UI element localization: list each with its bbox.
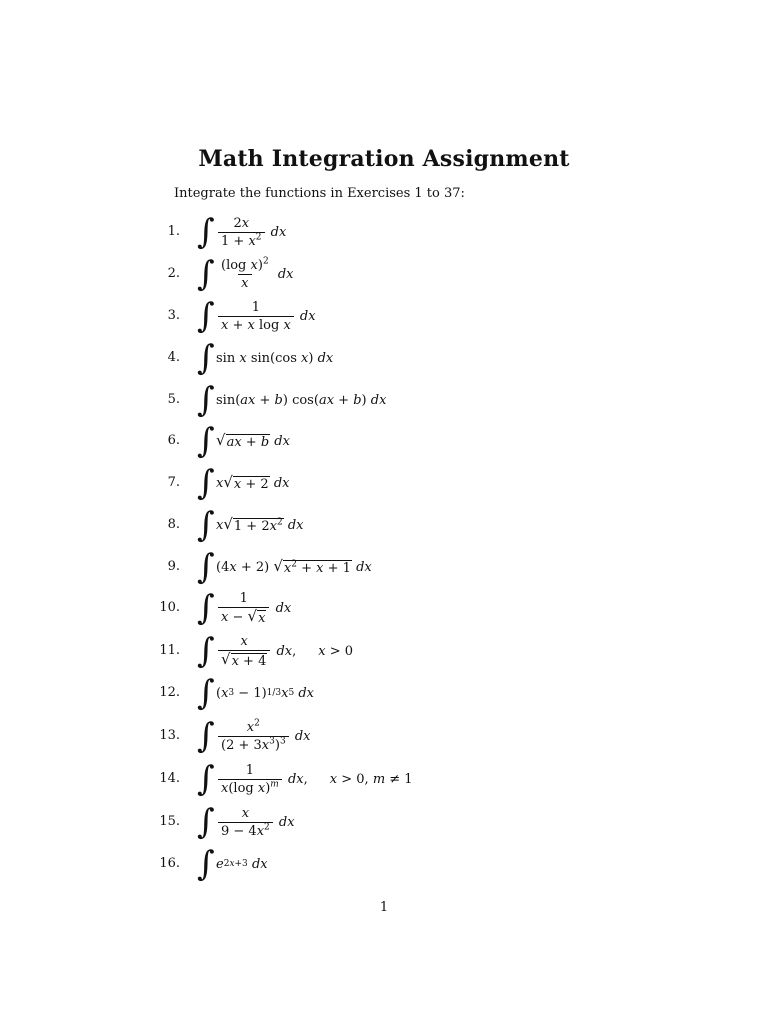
sqrt-icon: √ (221, 649, 231, 668)
integral-sign-icon: ∫ (197, 212, 215, 252)
integral-sign-icon: ∫ (197, 759, 215, 799)
integral-sign-icon: ∫ (197, 338, 215, 378)
problem-number: 9. (167, 559, 180, 574)
problem-10 (0, 589, 768, 627)
integral-sign-icon: ∫ (197, 716, 215, 756)
problem-number: 15. (159, 814, 180, 829)
integral-sign-icon: ∫ (197, 296, 215, 336)
problem-3 (0, 297, 768, 335)
problem-6 (0, 422, 768, 460)
integrand: x √ x + 2 dx (216, 472, 290, 492)
problem-number: 5. (167, 392, 180, 407)
problem-1 (0, 213, 768, 251)
integrand: √ ax + b dx (216, 430, 290, 450)
integrand: $\frac{2x}{1 + x^2}$ dx (216, 213, 286, 251)
integrand: $\frac{1}{\text{x + x log x}}$ dx (216, 297, 316, 335)
integral-sign-icon: ∫ (197, 547, 215, 587)
problem-2 (0, 255, 768, 293)
problem-number: 16. (159, 856, 180, 871)
integrand: sin x sin(cos x ) dx (216, 350, 334, 366)
problem-number: 14. (159, 771, 180, 786)
problem-15 (0, 803, 768, 841)
problem-number: 4. (167, 350, 180, 365)
problem-11 (0, 632, 768, 670)
integral-sign-icon: ∫ (197, 588, 215, 628)
integral-sign-icon: ∫ (197, 380, 215, 420)
problem-number: 2. (167, 266, 180, 281)
problem-number: 8. (167, 517, 180, 532)
sqrt-icon: √ (273, 556, 283, 575)
problem-14 (0, 760, 768, 798)
integral-sign-icon: ∫ (197, 802, 215, 842)
integral-sign-icon: ∫ (197, 631, 215, 671)
integrand: e 2x+3 dx (216, 856, 268, 872)
problem-9 (0, 548, 768, 586)
integral-sign-icon: ∫ (197, 673, 215, 713)
problem-number: 1. (167, 224, 180, 239)
integrand: x √ x + 4 dx , x > 0 (216, 632, 353, 670)
integrand: $\frac{x^2}{(2 + 3x^3)^3}$ dx (216, 717, 310, 755)
page-title: Math Integration Assignment (198, 146, 570, 172)
problem-13 (0, 717, 768, 755)
integral-sign-icon: ∫ (197, 505, 215, 545)
instructions: Integrate the functions in Exercises 1 to 37: (174, 186, 465, 201)
problem-12 (0, 674, 768, 712)
integral-sign-icon: ∫ (197, 254, 215, 294)
integrand: sin( ax + b ) cos( ax + b ) dx (216, 392, 387, 408)
integrand: ( x 3 − 1) 1/3 x 5 dx (216, 685, 315, 701)
problem-number: 3. (167, 308, 180, 323)
integrand: $\frac{1}{x(\log x)^m}$ dx , x > 0, m ≠ 1 (216, 760, 413, 798)
integral-sign-icon: ∫ (197, 463, 215, 503)
problem-8 (0, 506, 768, 544)
problem-number: 7. (167, 475, 180, 490)
page-number: 1 (379, 900, 389, 915)
problem-16 (0, 845, 768, 883)
problem-number: 11. (159, 643, 180, 658)
sqrt-icon: √ (223, 514, 233, 533)
problem-number: 12. (159, 685, 180, 700)
problem-4 (0, 339, 768, 377)
sqrt-icon: √ (216, 430, 226, 449)
sqrt-icon: √ (247, 606, 258, 625)
integral-sign-icon: ∫ (197, 421, 215, 461)
problem-5 (0, 381, 768, 419)
integral-sign-icon: ∫ (197, 844, 215, 884)
problem-7 (0, 464, 768, 502)
sqrt-icon: √ (223, 472, 233, 491)
integrand: x √ $1 + 2x^2$ dx (216, 514, 304, 534)
problem-number: 6. (167, 433, 180, 448)
integrand: $\frac{x}{9 - 4x^2}$ dx (216, 803, 295, 841)
integrand: $\frac{(\log x)^2}{x}$ dx (221, 256, 294, 291)
integrand: 1 x − √ x dx (216, 589, 291, 627)
integrand: (4 x + 2) √ $x^2 + x + 1$ dx (216, 556, 372, 576)
problem-number: 10. (159, 600, 180, 615)
problem-number: 13. (159, 728, 180, 743)
